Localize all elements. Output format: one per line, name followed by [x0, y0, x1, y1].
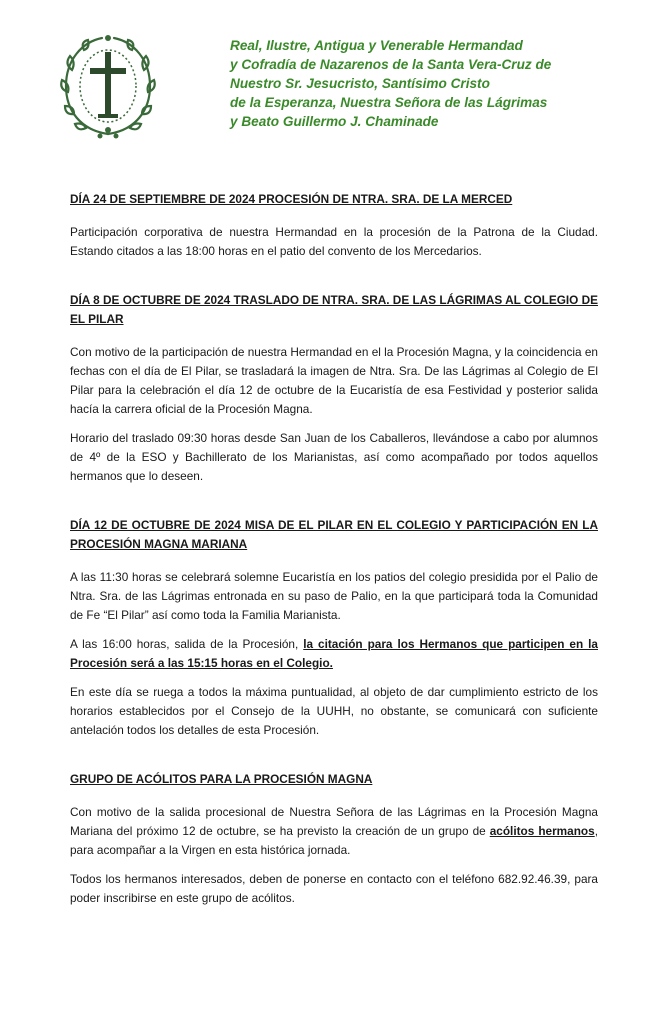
brotherhood-crest-logo — [58, 30, 158, 142]
section-paragraph: En este día se ruega a todos la máxima puntualidad, al objeto de dar cumplimiento estricto de los horarios establecidos por el Consejo de la UUHH, no obstante, se comunicará con suficiente antelación todos los detalles de esta Procesión. — [70, 685, 598, 737]
paragraph-text: , para acompañar a la Virgen en esta histórica jornada. — [70, 824, 598, 857]
heading-line-3: Nuestro Sr. Jesucristo, Santísimo Cristo — [230, 76, 490, 91]
heading-line-1: Real, Ilustre, Antigua y Venerable Hermandad — [230, 38, 523, 53]
heading-line-4: de la Esperanza, Nuestra Señora de las Lágrimas — [230, 95, 548, 110]
section-paragraph: Con motivo de la participación de nuestra Hermandad en el la Procesión Magna, y la coincidencia en fechas con el día de El Pilar, se trasladará la imagen de Ntra. Sra. De las Lágrimas al Colegio de El Pilar para la celebración el día 12 de octubre de la Eucaristía de esa Festividad y posterior salida hacía la carrera oficial de la Procesión Magna. — [70, 345, 598, 416]
emphasized-acolytes-text: acólitos hermanos — [489, 824, 595, 838]
section-pilar-mass-procession — [70, 516, 598, 740]
heading-line-2: y Cofradía de Nazarenos de la Santa Vera-Cruz de — [230, 57, 552, 72]
section-title: GRUPO DE ACÓLITOS PARA LA PROCESIÓN MAGNA — [70, 772, 373, 786]
document-body — [70, 190, 598, 908]
paragraph-text: Con motivo de la salida procesional de Nuestra Señora de las Lágrimas en la Procesión Magna Mariana del próximo 12 de octubre, se ha previsto la creación de un grupo de — [70, 805, 598, 838]
section-paragraph: A las 11:30 horas se celebrará solemne Eucaristía en los patios del colegio presidida por el Palio de Ntra. Sra. de las Lágrimas entronada en su paso de Palio, en la que participará toda la Comunidad de Fe “El Pilar” así como toda la Familia Marianista. — [70, 570, 598, 622]
brotherhood-name-heading — [230, 36, 650, 131]
section-acolytes-group — [70, 770, 598, 908]
section-paragraph — [70, 635, 598, 673]
section-lagrimas-transfer — [70, 291, 598, 486]
section-title: DÍA 12 DE OCTUBRE DE 2024 MISA DE EL PILAR EN EL COLEGIO Y PARTICIPACIÓN EN LA PROCESIÓN MAGNA MARIANA — [70, 518, 598, 551]
section-title: DÍA 8 DE OCTUBRE DE 2024 TRASLADO DE NTRA. SRA. DE LAS LÁGRIMAS AL COLEGIO DE EL PILAR — [70, 293, 598, 326]
paragraph-text: A las 16:00 horas, salida de la Procesión, — [70, 637, 304, 651]
section-title: DÍA 24 DE SEPTIEMBRE DE 2024 PROCESIÓN DE NTRA. SRA. DE LA MERCED — [70, 192, 513, 206]
section-paragraph: Participación corporativa de nuestra Hermandad en la procesión de la Patrona de la Ciudad. Estando citados a las 18:00 horas en el patio del convento de los Mercedarios. — [70, 225, 598, 258]
section-paragraph: Horario del traslado 09:30 horas desde San Juan de los Caballeros, llevándose a cabo por alumnos de 4º de la ESO y Bachillerato de los Marianistas, así como acompañado por todos aquellos hermanos que lo deseen. — [70, 431, 598, 483]
section-merced-procession — [70, 190, 598, 261]
section-paragraph — [70, 803, 598, 860]
section-paragraph: Todos los hermanos interesados, deben de ponerse en contacto con el teléfono 682.92.46.39, para poder inscribirse en este grupo de acólitos. — [70, 872, 598, 905]
page-header — [0, 0, 663, 150]
heading-line-5: y Beato Guillermo J. Chaminade — [230, 114, 439, 129]
emphasized-citation-text: la citación para los Hermanos que participen en la Procesión será a las 15:15 horas en el Colegio. — [70, 637, 598, 670]
